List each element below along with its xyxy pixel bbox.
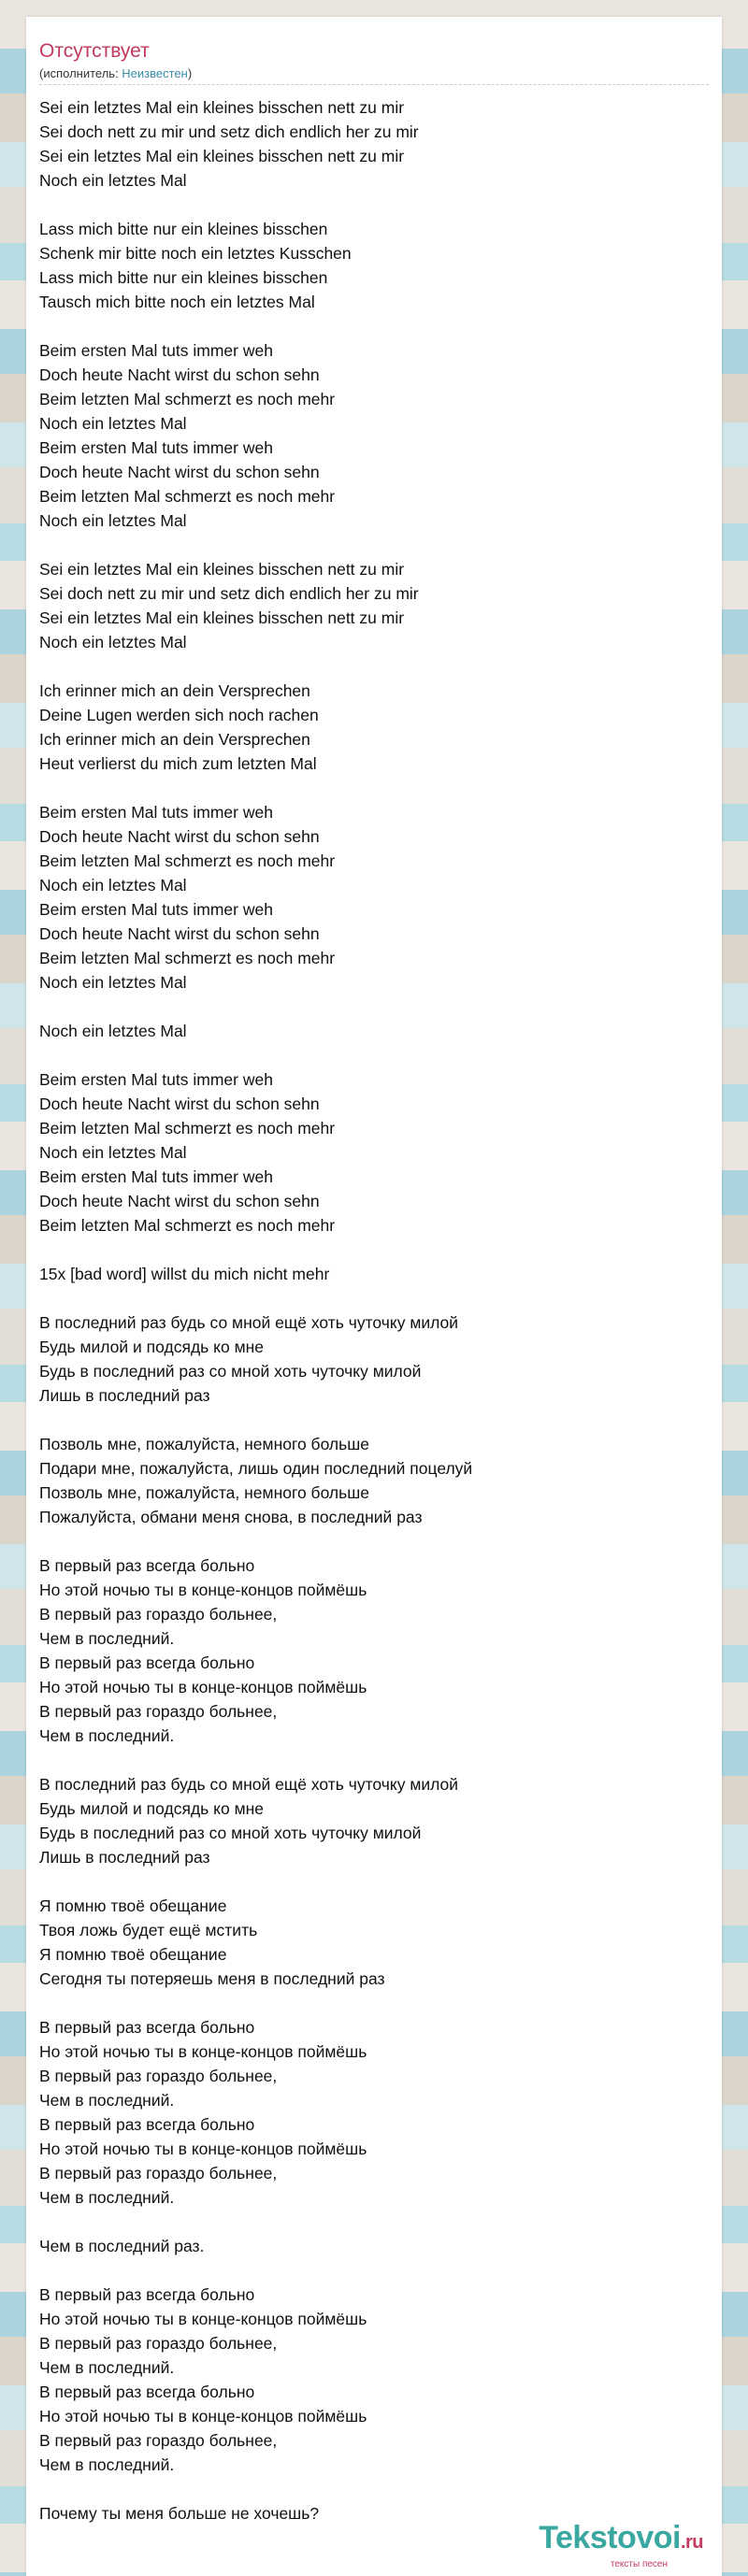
performer-suffix: ) [187, 66, 193, 80]
stanza [39, 800, 703, 995]
lyric-line: Но этой ночью ты в конце-концов поймёшь [39, 1678, 367, 1696]
lyric-line: В первый раз всегда больно [39, 2115, 255, 2134]
stanza [39, 217, 703, 314]
lyric-line: Будь милой и подсядь ко мне [39, 1338, 265, 1356]
lyric-line: Sei doch nett zu mir und setz dich endlich her zu mir [39, 122, 419, 141]
lyric-line: В первый раз гораздо больнее, [39, 1702, 278, 1721]
stanza [39, 1772, 703, 1869]
lyric-line: В последний раз будь со мной ещё хоть чуточку милой [39, 1313, 459, 1332]
lyric-line: Lass mich bitte nur ein kleines bisschen [39, 220, 328, 238]
lyric-line: Noch ein letztes Mal [39, 414, 187, 433]
lyric-line: В последний раз будь со мной ещё хоть чуточку милой [39, 1775, 459, 1794]
lyric-line: Schenk mir bitte noch ein letztes Kusschen [39, 244, 352, 263]
stanza [39, 2283, 703, 2477]
lyric-line: Чем в последний. [39, 1629, 175, 1648]
stanza [39, 1894, 703, 1991]
stanza [39, 679, 703, 776]
lyric-line: Noch ein letztes Mal [39, 973, 187, 992]
lyric-line: Будь милой и подсядь ко мне [39, 1799, 265, 1818]
lyric-line: Beim ersten Mal tuts immer weh [39, 803, 273, 822]
lyric-line: Но этой ночью ты в конце-концов поймёшь [39, 1581, 367, 1599]
lyric-line: Сегодня ты потеряешь меня в последний раз [39, 1969, 385, 1988]
lyric-line: Beim letzten Mal schmerzt es noch mehr [39, 949, 336, 967]
lyric-line: Beim ersten Mal tuts immer weh [39, 438, 273, 457]
lyric-line: Noch ein letztes Mal [39, 1143, 187, 1162]
stanza [39, 1019, 703, 1043]
lyric-line: Будь в последний раз со мной хоть чуточку милой [39, 1824, 422, 1842]
stanza [39, 1553, 703, 1748]
stanza [39, 1432, 703, 1529]
site-logo[interactable] [539, 2521, 703, 2570]
lyric-line: Но этой ночью ты в конце-концов поймёшь [39, 2042, 367, 2061]
lyric-line: Doch heute Nacht wirst du schon sehn [39, 365, 320, 384]
lyric-line: Noch ein letztes Mal [39, 511, 187, 530]
lyric-line: Подари мне, пожалуйста, лишь один последний поцелуй [39, 1459, 473, 1478]
stanza [39, 1262, 703, 1286]
lyric-line: Beim letzten Mal schmerzt es noch mehr [39, 1119, 336, 1138]
lyric-line: Чем в последний. [39, 2358, 175, 2377]
lyric-line: Чем в последний. [39, 2188, 175, 2207]
song-title: Отсутствует [39, 40, 150, 62]
lyric-line: Ich erinner mich an dein Versprechen [39, 681, 310, 700]
lyric-line: В первый раз всегда больно [39, 2383, 255, 2401]
performer-link[interactable]: Неизвестен [122, 66, 188, 80]
lyric-line: Lass mich bitte nur ein kleines bisschen [39, 268, 328, 287]
lyric-line: В первый раз гораздо больнее, [39, 2067, 278, 2085]
logo-tld: .ru [680, 2532, 703, 2553]
lyric-line: Чем в последний. [39, 2455, 175, 2474]
lyric-line: Чем в последний раз. [39, 2237, 205, 2255]
lyric-line: Doch heute Nacht wirst du schon sehn [39, 827, 320, 846]
lyric-line: Beim ersten Mal tuts immer weh [39, 1167, 273, 1186]
lyric-line: В первый раз гораздо больнее, [39, 2164, 278, 2182]
lyric-line: Sei ein letztes Mal ein kleines bisschen nett zu mir [39, 98, 405, 117]
lyric-line: Noch ein letztes Mal [39, 876, 187, 894]
performer-line [39, 66, 192, 81]
lyric-line: Noch ein letztes Mal [39, 1022, 187, 1040]
lyric-line: Noch ein letztes Mal [39, 171, 187, 190]
stanza [39, 1067, 703, 1238]
stanza [39, 2015, 703, 2210]
lyric-line: 15x [bad word] willst du mich nicht mehr [39, 1265, 330, 1283]
lyric-line: Tausch mich bitte noch ein letztes Mal [39, 293, 315, 311]
lyric-line: Beim ersten Mal tuts immer weh [39, 900, 273, 919]
lyric-line: Лишь в последний раз [39, 1848, 210, 1867]
lyric-line: В первый раз гораздо больнее, [39, 1605, 278, 1624]
lyric-line: В первый раз всегда больно [39, 2285, 255, 2304]
lyric-line: Sei ein letztes Mal ein kleines bisschen nett zu mir [39, 560, 405, 579]
lyric-line: В первый раз гораздо больнее, [39, 2334, 278, 2353]
lyric-line: Почему ты меня больше не хочешь? [39, 2504, 320, 2523]
lyric-line: Doch heute Nacht wirst du schon sehn [39, 924, 320, 943]
lyric-line: Doch heute Nacht wirst du schon sehn [39, 1192, 320, 1210]
lyric-line: Чем в последний. [39, 2091, 175, 2110]
lyric-line: Будь в последний раз со мной хоть чуточку милой [39, 1362, 422, 1381]
lyric-line: Beim letzten Mal schmerzt es noch mehr [39, 852, 336, 870]
stanza [39, 338, 703, 533]
lyric-line: В первый раз всегда больно [39, 1556, 255, 1575]
lyric-line: Doch heute Nacht wirst du schon sehn [39, 1095, 320, 1113]
lyric-line: В первый раз всегда больно [39, 2018, 255, 2037]
stanza [39, 557, 703, 654]
header-divider [39, 84, 709, 85]
lyric-line: Позволь мне, пожалуйста, немного больше [39, 1483, 370, 1502]
performer-prefix: (исполнитель: [39, 66, 122, 80]
lyric-line: Deine Lugen werden sich noch rachen [39, 706, 319, 724]
lyric-line: Ich erinner mich an dein Versprechen [39, 730, 310, 749]
lyric-line: Твоя ложь будет ещё мстить [39, 1921, 258, 1939]
lyric-line: Beim letzten Mal schmerzt es noch mehr [39, 487, 336, 506]
lyric-line: Но этой ночью ты в конце-концов поймёшь [39, 2310, 367, 2328]
stanza [39, 95, 703, 193]
logo-name: Tekstovoi [539, 2520, 681, 2555]
lyric-line: Beim letzten Mal schmerzt es noch mehr [39, 1216, 336, 1235]
stanza [39, 2234, 703, 2258]
lyric-line: Beim ersten Mal tuts immer weh [39, 341, 273, 360]
lyric-line: Doch heute Nacht wirst du schon sehn [39, 463, 320, 481]
lyric-line: В первый раз гораздо больнее, [39, 2431, 278, 2450]
lyric-line: Beim letzten Mal schmerzt es noch mehr [39, 390, 336, 408]
lyric-line: Пожалуйста, обмани меня снова, в последний раз [39, 1508, 423, 1526]
logo-wordmark [539, 2521, 703, 2559]
logo-tagline: тексты песен [610, 2559, 668, 2569]
lyric-line: Но этой ночью ты в конце-концов поймёшь [39, 2140, 367, 2158]
lyric-line: Noch ein letztes Mal [39, 633, 187, 651]
lyric-line: Я помню твоё обещание [39, 1945, 227, 1964]
lyric-line: Лишь в последний раз [39, 1386, 210, 1405]
lyric-line: В первый раз всегда больно [39, 1653, 255, 1672]
lyric-line: Но этой ночью ты в конце-концов поймёшь [39, 2407, 367, 2426]
lyric-line: Beim ersten Mal tuts immer weh [39, 1070, 273, 1089]
lyrics-card [26, 17, 722, 2576]
lyric-line: Позволь мне, пожалуйста, немного больше [39, 1435, 370, 1453]
lyric-line: Sei ein letztes Mal ein kleines bisschen nett zu mir [39, 608, 405, 627]
stanza [39, 1310, 703, 1408]
lyric-line: Sei doch nett zu mir und setz dich endlich her zu mir [39, 584, 419, 603]
lyrics-text [39, 95, 703, 2550]
lyric-line: Я помню твоё обещание [39, 1896, 227, 1915]
lyric-line: Heut verlierst du mich zum letzten Mal [39, 754, 317, 773]
lyric-line: Sei ein letztes Mal ein kleines bisschen nett zu mir [39, 147, 405, 165]
lyric-line: Чем в последний. [39, 1726, 175, 1745]
